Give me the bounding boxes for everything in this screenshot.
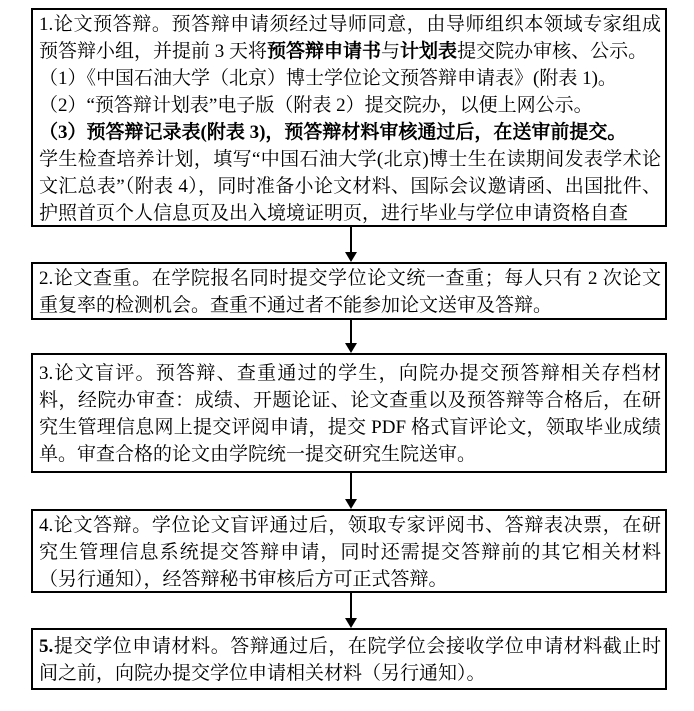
- text-run-bold-schedule-form: 计划表: [400, 41, 458, 62]
- arrow-down-icon: [345, 593, 357, 628]
- step-3-blind-review-box: [31, 353, 667, 473]
- arrow-shaft: [350, 473, 352, 499]
- arrow-head: [345, 343, 357, 353]
- step-1-item-3-bold: （3）预答辩记录表(附表 3)，预答辩材料审核通过后，在送审前提交。: [39, 122, 627, 143]
- step-1-pre-defense-box: [31, 8, 667, 227]
- arrow-head: [345, 499, 357, 509]
- arrow-head: [345, 252, 357, 262]
- step-5-number-bold: 5.: [39, 636, 54, 657]
- arrow-shaft: [350, 227, 352, 252]
- arrow-down-icon: [345, 320, 357, 353]
- step-1-item-1: （1）《中国石油大学（北京）博士学位论文预答辩申请表》(附表 1)。: [39, 68, 617, 89]
- step-4-paragraph: 4.论文答辩。学位论文盲评通过后，领取专家评阅书、答辩表决票，在研究生管理信息系统提交答辩申请，同时还需提交答辩前的其它相关材料（另行通知），经答辩秘书审核后方可正式答辩。: [39, 515, 661, 590]
- arrow-shaft: [350, 320, 352, 343]
- arrow-down-icon: [345, 473, 357, 509]
- step-1-self-check-paragraph: 学生检查培养计划，填写“中国石油大学(北京)博士生在读期间发表学术论文汇总表”（附表 4），同时准备小论文材料、国际会议邀请函、出国批件、护照首页个人信息页及出入境境证明页，进行毕业与学位申请资格自查: [39, 149, 661, 224]
- text-run: 提交学位申请材料。答辩通过后，在院学位会接收学位申请材料截止时间之前，向院办提交学位申请相关材料（另行通知）。: [39, 636, 661, 684]
- step-2-paragraph: 2.论文查重。在学院报名同时提交学位论文统一查重；每人只有 2 次论文重复率的检测机会。查重不通过者不能参加论文送审及答辩。: [39, 268, 661, 316]
- text-run: 1.论文预答辩。预答辩申请须经过导师同意，由导师组织本领域专家组成预答辩小组，并提前 3 天将: [39, 14, 661, 62]
- step-5-degree-application-box: [31, 628, 667, 690]
- arrow-head: [345, 618, 357, 628]
- text-run-bold-application-form: 预答辩申请书: [267, 41, 382, 62]
- step-5-paragraph: [39, 633, 661, 687]
- text-run: 与: [381, 41, 401, 62]
- step-1-main-paragraph: [39, 11, 661, 65]
- step-4-thesis-defense-box: [31, 509, 667, 593]
- step-3-paragraph: 3.论文盲评。预答辩、查重通过的学生，向院办提交预答辩相关存档材料，经院办审查：成绩、开题论证、论文查重以及预答辩等合格后，在研究生管理信息网上提交评阅申请，提交 PDF 格式盲评论文，领取毕业成绩单。审查合格的论文由学院统一提交研究生院送审。: [39, 363, 661, 465]
- step-1-item-2: （2）“预答辩计划表”电子版（附表 2）提交院办，以便上网公示。: [39, 95, 593, 116]
- text-run: 提交院办审核、公示。: [457, 41, 648, 62]
- arrow-shaft: [350, 593, 352, 618]
- step-2-plagiarism-check-box: [31, 262, 667, 320]
- arrow-down-icon: [345, 227, 357, 262]
